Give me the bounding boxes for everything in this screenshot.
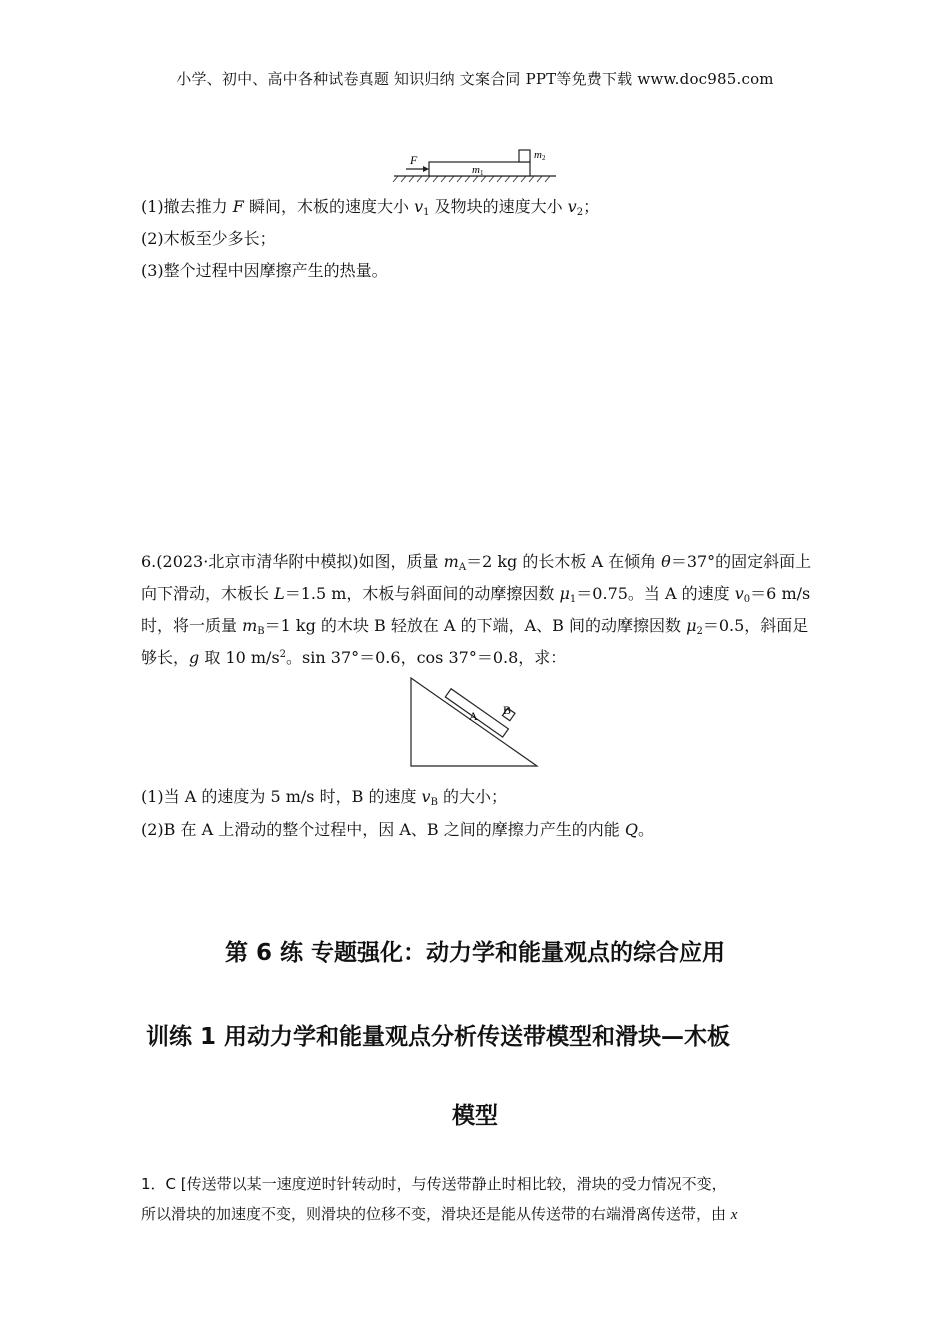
q6-part1: (1)当 A 的速度为 5 m/s 时，B 的速度 $v_B$ 的大小；: [141, 787, 508, 808]
label-m1: m1: [472, 164, 484, 177]
force-arrowhead: [423, 166, 429, 172]
subsection-title-cont: 模型: [452, 1103, 498, 1129]
q6-row1: 6.(2023·北京市清华附中模拟)如图，质量 $m_A=2$ kg 的长木板 A 在倾角 θ＝37°的固定斜面上: [141, 552, 812, 573]
ground-hatching: [393, 176, 550, 182]
q5-part3: (3)整个过程中因摩擦产生的热量。: [141, 261, 388, 280]
answer-line1: 1．C [传送带以某一速度逆时针转动时，与传送带静止时相比较，滑块的受力情况不变，: [141, 1175, 727, 1193]
label-m2: m2: [534, 149, 546, 162]
answer-line2: 所以滑块的加速度不变，则滑块的位移不变，滑块还是能从传送带的右端滑离传送带，由 x: [141, 1205, 738, 1223]
q6-part2: (2)B 在 A 上滑动的整个过程中，因 A、B 之间的摩擦力产生的内能 Q。: [141, 820, 654, 839]
q6-row3: 时，将一质量 $m_B=1$ kg 的木块 B 轻放在 A 的下端，A、B 间的动摩擦因数 $\mu_2=0.5$，斜面足: [141, 616, 809, 637]
label-B: B: [503, 703, 512, 717]
q5-part1: (1)撤去推力 F 瞬间，木板的速度大小 $v_1$ 及物块的速度大小 $v_2$；: [141, 197, 600, 218]
incline-figure: [405, 674, 545, 770]
q6-row2: 向下滑动，木板长 L＝1.5 m，木板与斜面间的动摩擦因数 $\mu_1=0.75$。当 A 的速度 $v_0=6$ m/s: [141, 584, 811, 605]
label-A: A: [469, 709, 478, 723]
block-m2: [519, 150, 530, 162]
section-title: 第 6 练 专题强化：动力学和能量观点的综合应用: [224, 940, 726, 966]
label-F: F: [410, 153, 418, 167]
board-block-figure: [390, 145, 560, 185]
q6-row4: 够长，g 取 10 $m/s^2$。sin 37°＝0.6，cos 37°＝0.8，求：: [141, 648, 567, 667]
page-header: 小学、初中、高中各种试卷真题 知识归纳 文案合同 PPT等免费下载 www.doc985.com: [176, 70, 774, 88]
q5-part2: (2)木板至少多长；: [141, 229, 276, 248]
subsection-title: 训练 1 用动力学和能量观点分析传送带模型和滑块—木板: [146, 1024, 731, 1050]
